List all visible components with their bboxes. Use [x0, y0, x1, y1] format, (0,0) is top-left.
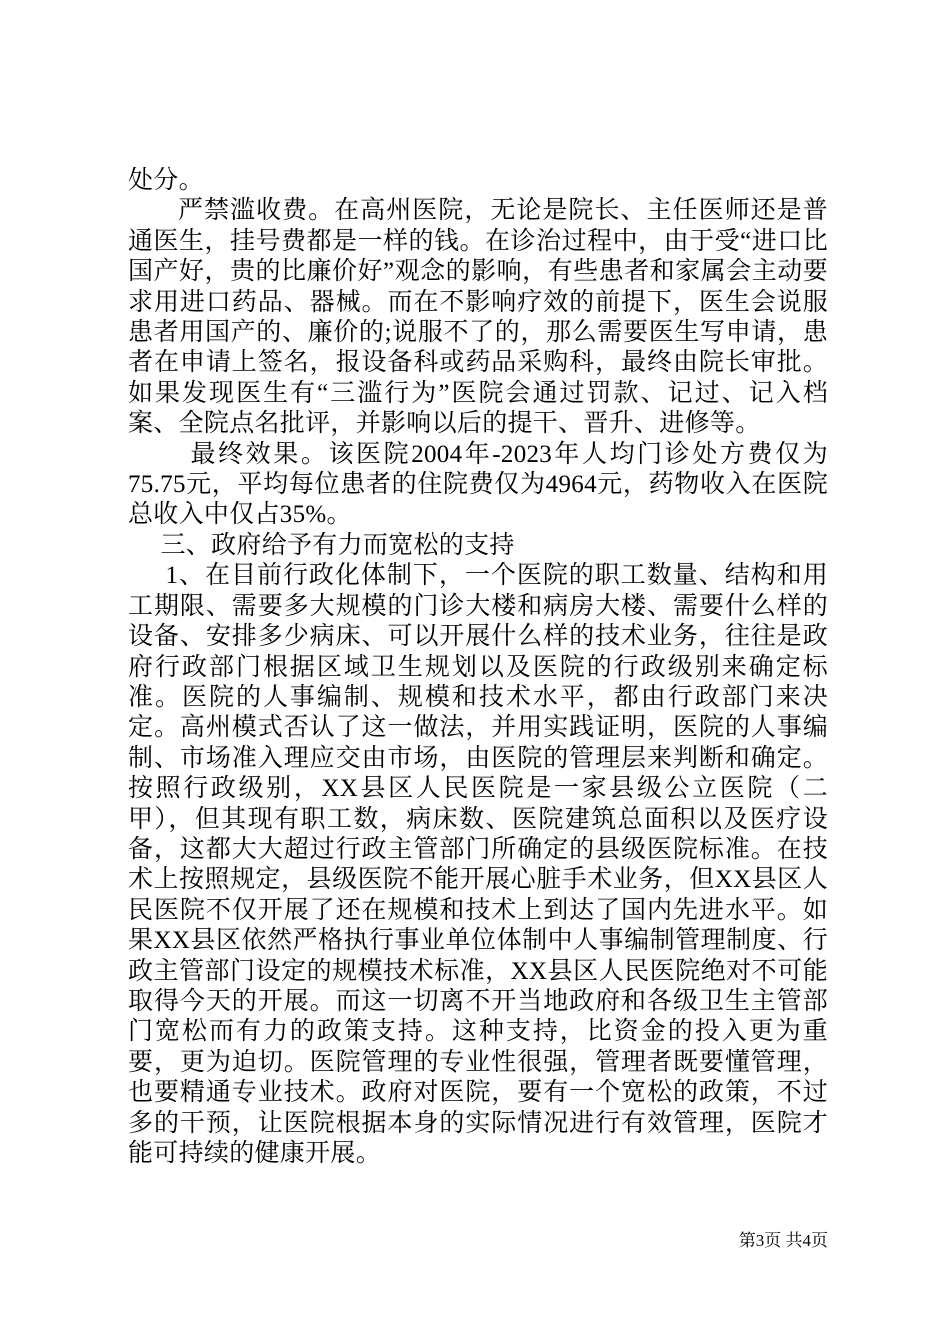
- page-footer: [739, 1226, 828, 1251]
- paragraph: 最终效果。该医院2004年-2023年人均门诊处方费仅为75.75元，平均每位患者的住院费仅为4964元，药物收入在医院总收入中仅占35%。: [128, 440, 828, 529]
- paragraph: 严禁滥收费。在高州医院，无论是院长、主任医师还是普通医生，挂号费都是一样的钱。在诊治过程中，由于受“进口比国产好，贵的比廉价好”观念的影响，有些患者和家属会主动要求用进口药品、器械。而在不影响疗效的前提下，医生会说服患者用国产的、廉价的;说服不了的，那么需要医生写申请，患者在申请上签名，报设备科或药品采购科，最终由院长审批。如果发现医生有“三滥行为”医院会通过罚款、记过、记入档案、全院点名批评，并影响以后的提干、晋升、进修等。: [128, 197, 828, 438]
- page-number: 第3页 共4页: [738, 1231, 828, 1250]
- section-heading: 三、政府给予有力而宽松的支持: [160, 531, 515, 559]
- paragraph-continuation: 处分。: [128, 167, 204, 194]
- document-body: [128, 166, 828, 1169]
- paragraph: 1、在目前行政化体制下，一个医院的职工数量、结构和用工期限、需要多大规模的门诊大楼和病房大楼、需要什么样的设备、安排多少病床、可以开展什么样的技术业务，往往是政府行政部门根据区域卫生规划以及医院的行政级别来确定标准。医院的人事编制、规模和技术水平，都由行政部门来决定。高州模式否认了这一做法，并用实践证明，医院的人事编制、市场准入理应交由市场，由医院的管理层来判断和确定。按照行政级别，XX县区人民医院是一家县级公立医院（二甲），但其现有职工数，病床数、医院建筑总面积以及医疗设备，这都大大超过行政主管部门所确定的县级医院标准。在技术上按照规定，县级医院不能开展心脏手术业务，但XX县区人民医院不仅开展了还在规模和技术上到达了国内先进水平。如果XX县区依然严格执行事业单位体制中人事编制管理制度、行政主管部门设定的规模技术标准，XX县区人民医院绝对不可能取得今天的开展。而这一切离不开当地政府和各级卫生主管部门宽松而有力的政策支持。这种支持，比资金的投入更为重要，更为迫切。医院管理的专业性很强，管理者既要懂管理，也要精通专业技术。政府对医院，要有一个宽松的政策，不过多的干预，让医院根据本身的实际情况进行有效管理，医院才能可持续的健康开展。: [128, 562, 828, 1167]
